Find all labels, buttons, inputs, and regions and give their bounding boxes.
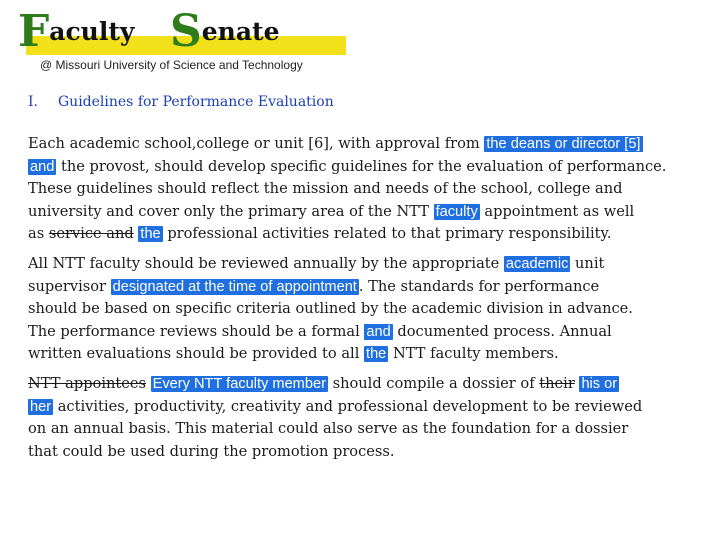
text-segment: the provost, should develop specific guidelines for the evaluation of performance.	[56, 157, 667, 175]
text-segment: should compile a dossier of	[327, 375, 540, 392]
section-heading	[28, 94, 334, 110]
paragraph-line	[28, 418, 658, 441]
paragraph-line	[28, 441, 658, 464]
text-segment: as	[28, 225, 49, 243]
struck-text: service and	[48, 225, 134, 243]
section-title: Guidelines for Performance Evaluation	[58, 94, 334, 110]
paragraph-line	[28, 343, 658, 366]
logo-letter-s: S	[170, 6, 202, 57]
struck-text: NTT appointees	[28, 375, 147, 392]
text-segment: that could be used during the promotion process.	[28, 442, 395, 460]
paragraph-line	[28, 253, 658, 276]
text-segment: activities, productivity, creativity and professional development to be reviewed	[53, 397, 643, 415]
text-segment: . The standards for performance	[358, 277, 600, 295]
text-segment: written evaluations should be provided to all	[28, 345, 365, 363]
struck-text: their	[539, 375, 575, 392]
text-segment: on an annual basis. This material could also serve as the foundation for a dossier	[28, 420, 629, 438]
logo-word-enate: enate	[201, 17, 280, 46]
paragraph-2	[28, 253, 658, 366]
highlighted-text: faculty	[435, 203, 478, 220]
section-number: I.	[28, 94, 38, 110]
paragraph-line	[28, 156, 667, 179]
text-segment: All NTT faculty should be reviewed annually by the appropriate	[28, 255, 504, 272]
text-segment: supervisor	[28, 277, 111, 295]
paragraph-line	[28, 178, 658, 201]
paragraph-line	[28, 133, 658, 156]
text-segment: unit	[570, 255, 605, 272]
paragraph-1	[28, 133, 667, 246]
highlighted-text: the deans or director [5]	[486, 136, 641, 152]
text-segment: appointment as well	[479, 202, 635, 220]
text-segment: Each academic school,college or unit [6], with approval from	[28, 135, 485, 152]
text-segment: documented process. Annual	[392, 322, 612, 340]
paragraph-line	[28, 201, 658, 224]
text-segment: university and cover only the primary area of the NTT	[28, 202, 434, 220]
logo-word-faculty	[18, 8, 134, 62]
paragraph-line	[28, 396, 658, 419]
text-segment: These guidelines should reflect the mission and needs of the school, college and	[28, 180, 623, 198]
highlighted-text: the	[140, 226, 161, 243]
highlighted-text: Every NTT faculty member	[152, 376, 326, 392]
highlighted-text: and	[30, 158, 55, 175]
text-segment: professional activities related to that primary responsibility.	[162, 225, 612, 243]
paragraph-line	[28, 321, 658, 344]
highlighted-text: and	[366, 323, 391, 340]
logo-word-senate	[170, 8, 280, 62]
highlighted-text: the	[366, 346, 387, 363]
paragraph-line	[28, 373, 658, 396]
logo-subtitle: @ Missouri University of Science and Technology	[40, 58, 303, 72]
text-segment	[146, 375, 151, 392]
faculty-senate-logo	[14, 8, 336, 74]
text-segment: NTT faculty members.	[388, 345, 559, 363]
paragraph-3	[28, 373, 658, 463]
text-segment: The performance reviews should be a formal	[28, 322, 365, 340]
highlighted-text: her	[30, 398, 52, 415]
text-segment: should be based on specific criteria outlined by the academic division in advance.	[28, 300, 633, 318]
paragraph-line	[28, 276, 658, 299]
logo-word-aculty: aculty	[49, 17, 135, 46]
highlighted-text: his or	[581, 376, 618, 392]
highlighted-text: academic	[505, 256, 569, 272]
logo-letter-f: F	[18, 6, 50, 57]
paragraph-line	[28, 298, 658, 321]
highlighted-text: designated at the time of appointment	[112, 278, 357, 295]
paragraph-line	[28, 223, 658, 246]
